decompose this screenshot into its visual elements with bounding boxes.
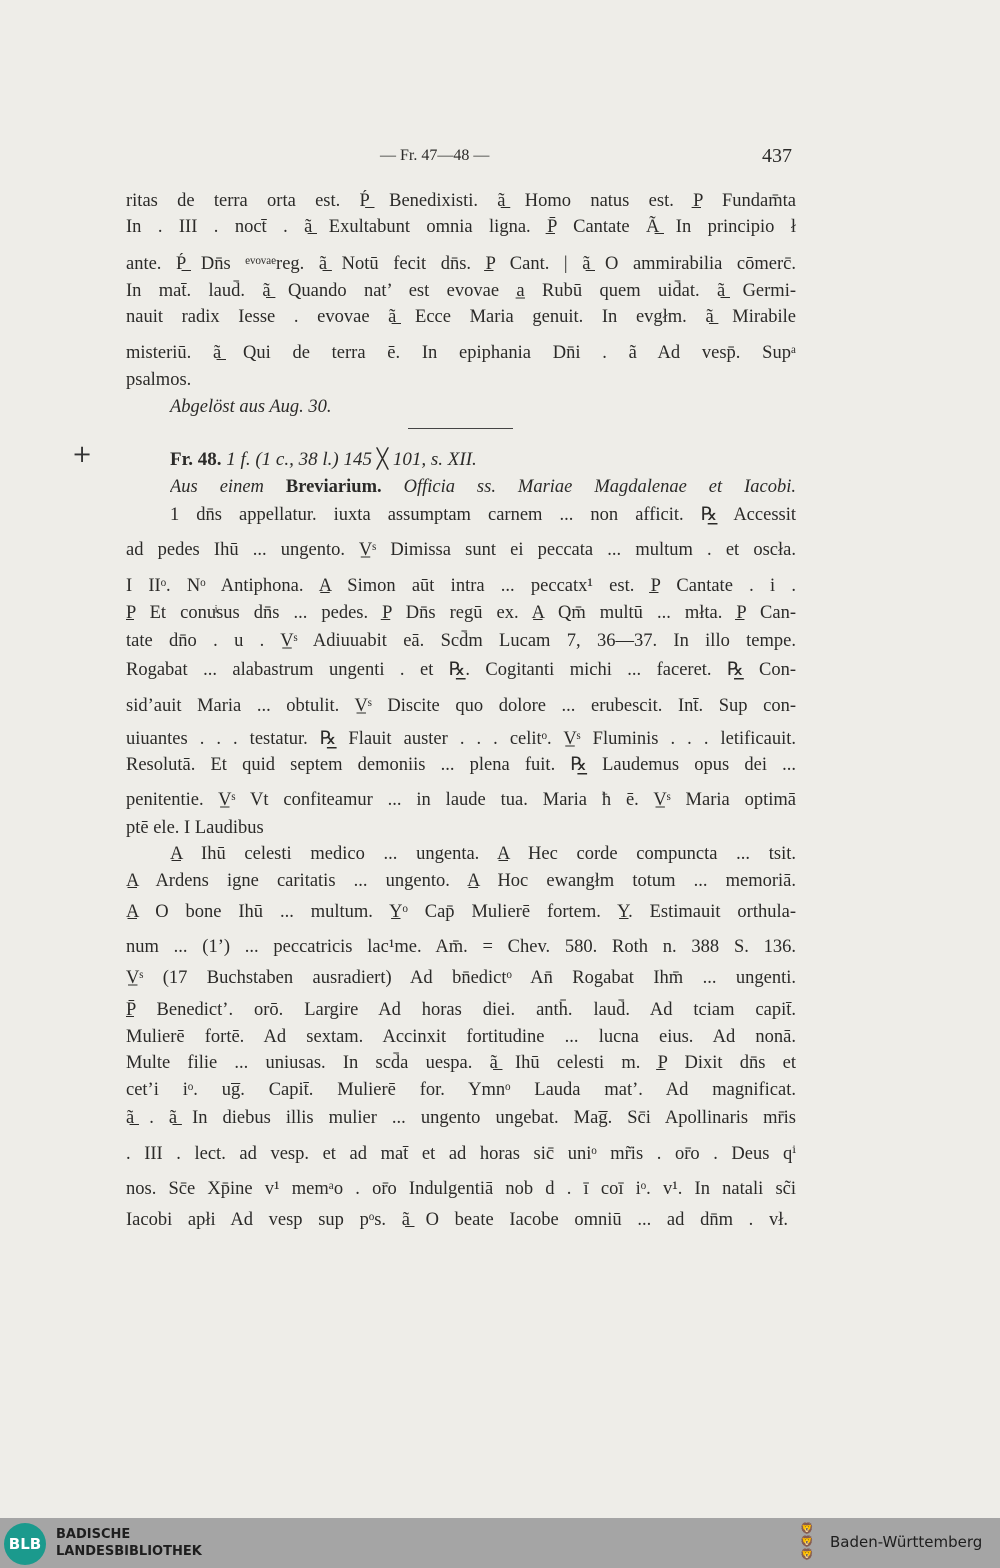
text-line: sid’auit Maria ... obtulit. V̲̲ˢ Discite quo dolore ... erubescit. Int̄. Sup con- xyxy=(126,696,796,716)
text-line: In mat̄. laud̄. ã̲̲ Quando nat’ est evovae a̲̲ Rubū quem uid̄at. ã̲̲ Germi- xyxy=(126,281,796,301)
text-line: ptē ele. I Laudibus xyxy=(126,818,264,838)
text-line: cet’i iᵒ. ug̅. Capit̄. Mulierē for. Ymnᵒ Lauda mat’. Ad magnificat. xyxy=(126,1080,796,1100)
text-line: num ... (1’) ... peccatricis lac¹me. Am̄. = Chev. 580. Roth n. 388 S. 136. xyxy=(126,937,796,957)
text-line: nauit radix Iesse . evovae ã̲̲ Ecce Maria genuit. In evgłm. ã̲̲ Mirabile xyxy=(126,307,796,327)
text-line: P̲̲̄ Benedict’. orō. Largire Ad horas diei. anth̄. laud̄. Ad tciam capit̄. xyxy=(126,1000,796,1020)
running-title: — Fr. 47—48 — xyxy=(380,147,490,164)
text-line: nos. Sc̄e Xp̄ine v¹ memᵃo . or̄o Indulgentiā nob d . ī coī iᵒ. v¹. In natali sc̃i xyxy=(126,1179,796,1199)
section-divider xyxy=(408,428,513,429)
fragment-description: 1 f. (1 c., 38 l.) 145 ╳ 101, s. XII. xyxy=(226,449,477,470)
text-line: Resolutā. Et quid septem demoniis ... plena fuit. ℞̲̲ Laudemus opus dei ... xyxy=(126,755,796,775)
text-line: penitentie. V̲̲ˢ Vt confiteamur ... in laude tua. Maria ħ ē. V̲̲ˢ Maria optimā xyxy=(126,790,796,810)
fragment-number: Fr. 48. xyxy=(170,449,222,470)
text-line: A̲̲ Ihū celesti medico ... ungenta. A̲̲ Hec corde compuncta ... tsit. xyxy=(170,844,796,864)
text-line: ad pedes Ihū ... ungento. V̲̲ˢ Dimissa sunt ei peccata ... multum . et oscła. xyxy=(126,540,796,560)
text-line: . III . lect. ad vesp. et ad mat̄ et ad horas sic̄ uniᵒ mr̃is . or̄o . Deus qⁱ xyxy=(126,1144,796,1164)
text-line: A̲̲ O bone Ihū ... multum. Y̲̲ᵒ Cap̄ Mulierē fortem. Y̲̲. Estimauit orthula- xyxy=(126,902,796,922)
text-line: psalmos. xyxy=(126,370,192,390)
library-name[interactable]: BADISCHE LANDESBIBLIOTHEK xyxy=(56,1527,202,1559)
text-line: misteriū. ã̲̲ Qui de terra ē. In epiphania Dn̄i . ã Ad vesp̄. Supᵃ xyxy=(126,343,796,363)
text-line: tate dn̄o . u . V̲̲ˢ Adiuuabit eā. Scd̄m Lucam 7, 36—37. In illo tempe. xyxy=(126,631,796,651)
text-line: 1 dn̄s appellatur. iuxta assumptam carnem ... non afficit. ℞̲̲ Accessit xyxy=(170,505,796,525)
text-line: Mulierē fortē. Ad sextam. Accinxit fortitudine ... lucna eius. Ad nonā. xyxy=(126,1027,796,1047)
text-line: uiuantes . . . testatur. ℞̲̲ Flauit auster . . . celitᵒ. V̲̲ˢ Fluminis . . . letificauit. xyxy=(126,729,796,749)
text-line: ã̲̲ . ã̲̲ In diebus illis mulier ... ungento ungebat. Mag̅. Sc̄i Apollinaris mr̄is xyxy=(126,1108,796,1128)
text-line: Rogabat ... alabastrum ungenti . et ℞̲̲. Cogitanti michi ... faceret. ℞̲̲ Con- xyxy=(126,660,796,680)
text-line: I IIᵒ. Nᵒ Antiphona. A̲̲ Simon aūt intra ... peccatx¹ est. P̲̲ Cantate . i . xyxy=(126,576,796,596)
text-line: Multe filie ... uniusas. In scd̄a uespa. ã̲̲ Ihū celesti m. P̲̲ Dixit dn̄s et xyxy=(126,1053,796,1073)
fr47-note: Abgelöst aus Aug. 30. xyxy=(170,397,332,417)
state-name[interactable]: Baden-Württemberg xyxy=(830,1533,983,1551)
page-number: 437 xyxy=(762,145,792,167)
text-line: In . III . noct̄ . ã̲̲ Exultabunt omnia ligna. P̲̲̄ Cantate Ã̲̲ In principio ł xyxy=(126,217,796,237)
text-line: P̲̲ Et conuͥsus dn̄s ... pedes. P̲̲ Dn̄s regū ex. A̲̲ Qm̄ multū ... młta. P̲̲ Can- xyxy=(126,603,796,623)
margin-plus-mark: + xyxy=(72,440,93,468)
coat-of-arms-lions-icon: 🦁 🦁 🦁 xyxy=(800,1522,814,1561)
fr48-source: Aus einem Breviarium. Officia ss. Mariae Magdalenae et Iacobi. xyxy=(170,477,796,497)
text-line: ante. Ṕ̲̲ Dn̄s ᵉᵛᵒᵛᵃᵉreg. ã̲̲ Notū fecit dn̄s. P̲̲ Cant. | ã̲̲ O ammirabilia cōmerc̄. xyxy=(126,254,796,274)
footer-bar xyxy=(0,1518,1000,1568)
text-line: Iacobi apłi Ad vesp sup pᵒs. ã̲̲ O beate Iacobe omniū ... ad dn̄m . vł. xyxy=(126,1210,788,1230)
text-line: A̲̲ Ardens igne caritatis ... ungento. A̲̲ Hoc ewangłm totum ... memoriā. xyxy=(126,871,796,891)
text-line: ritas de terra orta est. Ṕ̲̲ Benedixisti. ã̲̲ Homo natus est. P̲̲ Fundam̄ta xyxy=(126,191,796,211)
text-line: V̲̲ˢ (17 Buchstaben ausradiert) Ad bn̄edictᵒ An̄ Rogabat Ihm̄ ... ungenti. xyxy=(126,968,796,988)
fr48-heading xyxy=(170,449,840,471)
blb-logo[interactable]: BLB xyxy=(4,1523,46,1565)
